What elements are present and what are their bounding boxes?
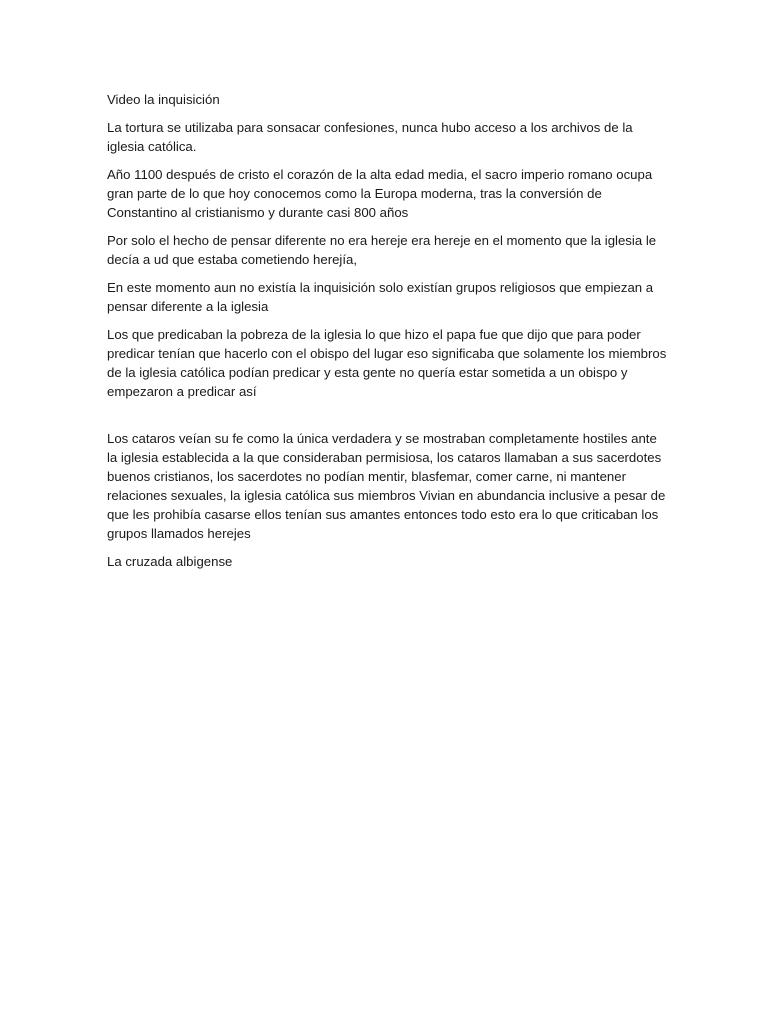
closing-line: La cruzada albigense xyxy=(107,554,233,569)
paragraph-religious-groups: En este momento aun no existía la inquisición solo existían grupos religiosos que empiezan a pensar diferente a la iglesia xyxy=(107,280,654,314)
paragraph-poverty-preachers: Los que predicaban la pobreza de la iglesia lo que hizo el papa fue que dijo que para poder predicar tenían que hacerlo con el obispo del lugar eso significaba que solamente los miembros de la iglesia católica podían predicar y esta gente no quería estar sometida a un obispo y empezaron a predicar así xyxy=(107,327,667,399)
paragraph-cathars: Los cataros veían su fe como la única verdadera y se mostraban completamente hostiles ante la iglesia establecida a la que consideraban permisiosa, los cataros llamaban a sus sacerdotes buenos cristianos, los sacerdotes no podían mentir, blasfemar, comer carne, ni mantener relaciones sexuales, la iglesia católica sus miembros Vivian en abundancia inclusive a pesar de que les prohibía casarse ellos tenían sus amantes entonces todo esto era lo que criticaban los grupos llamados herejes xyxy=(107,431,666,541)
paragraph-year-1100: Año 1100 después de cristo el corazón de la alta edad media, el sacro imperio romano ocupa gran parte de lo que hoy conocemos como la Europa moderna, tras la conversión de Constantino al cristianismo y durante casi 800 años xyxy=(107,167,653,220)
paragraph-torture: La tortura se utilizaba para sonsacar confesiones, nunca hubo acceso a los archivos de la iglesia católica. xyxy=(107,120,633,154)
paragraph-heresy: Por solo el hecho de pensar diferente no era hereje era hereje en el momento que la iglesia le decía a ud que estaba cometiendo herejía, xyxy=(107,233,657,267)
blank-line xyxy=(107,410,668,429)
document-title: Video la inquisición xyxy=(107,92,220,107)
